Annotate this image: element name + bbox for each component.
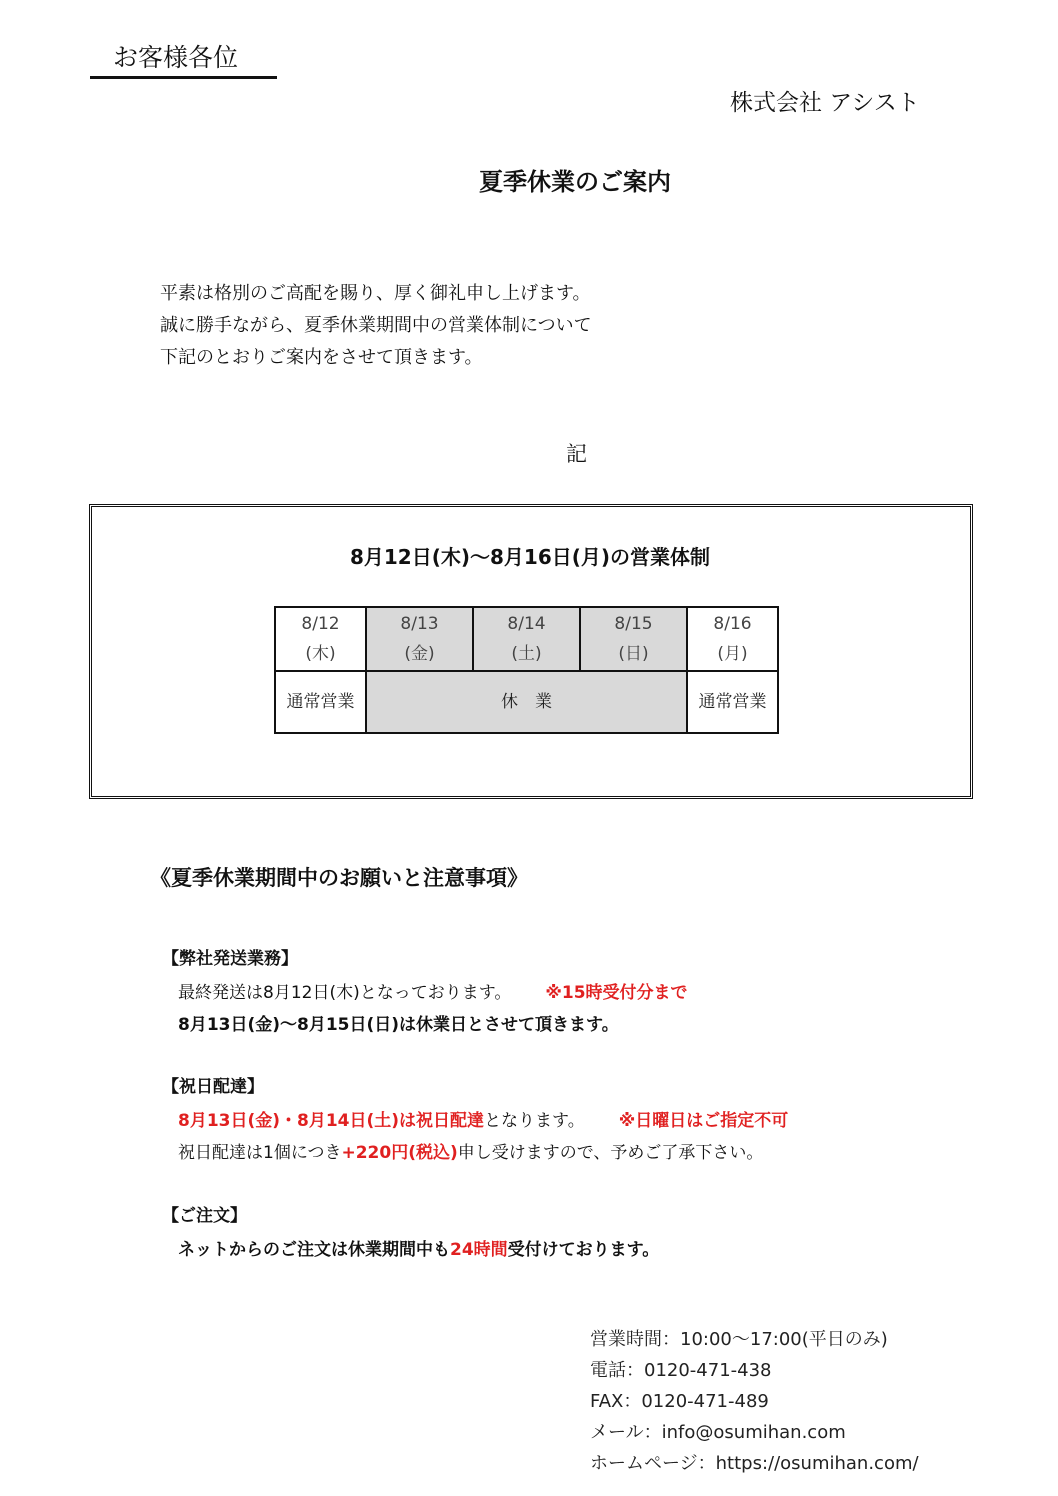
- holiday-line-1: [178, 1106, 788, 1131]
- day-weekday: (土): [511, 644, 542, 664]
- shipping-heading: 【弊社発送業務】: [162, 949, 298, 969]
- shipping-line-1: [178, 978, 688, 1003]
- day-date: 8/16: [713, 614, 752, 634]
- order-heading: 【ご注文】: [162, 1206, 247, 1226]
- fax-number: FAX：0120-471-489: [590, 1391, 769, 1412]
- day-weekday: (木): [305, 644, 336, 664]
- shipping-line-2: 8月13日(金)〜8月15日(日)は休業日とさせて頂きます。: [178, 1015, 619, 1035]
- ki-marker: 記: [566, 442, 587, 466]
- shipping-cutoff-note: ※15時受付分まで: [545, 983, 688, 1003]
- day-cell-8-13: [366, 607, 473, 671]
- page-title: 夏季休業のご案内: [479, 168, 671, 196]
- day-cell-8-15: [580, 607, 687, 671]
- day-cell-8-14: [473, 607, 580, 671]
- shipping-last-date: 最終発送は8月12日(木)となっております。: [178, 983, 512, 1003]
- email-address: メール：info@osumihan.com: [590, 1422, 846, 1443]
- holiday-heading: 【祝日配達】: [162, 1077, 264, 1097]
- holiday-dates: 8月13日(金)・8月14日(土)は祝日配達: [178, 1111, 485, 1131]
- day-cell-8-12: [275, 607, 366, 671]
- day-date: 8/12: [301, 614, 340, 634]
- schedule-title: 8月12日(木)〜8月16日(月)の営業体制: [349, 545, 711, 569]
- order-line: [178, 1235, 659, 1260]
- greeting-line-1: 平素は格別のご高配を賜り、厚く御礼申し上げます。: [160, 283, 591, 304]
- holiday-fee: +220円(税込): [341, 1143, 458, 1163]
- greeting-line-3: 下記のとおりご案内をさせて頂きます。: [160, 347, 483, 368]
- day-weekday: (金): [404, 644, 435, 664]
- day-date: 8/13: [400, 614, 439, 634]
- company-name: 株式会社 アシスト: [730, 90, 920, 116]
- day-date: 8/15: [614, 614, 653, 634]
- greeting-line-2: 誠に勝手ながら、夏季休業期間中の営業体制について: [160, 315, 592, 336]
- day-date: 8/14: [507, 614, 546, 634]
- order-text-b: 受付けております。: [507, 1240, 660, 1260]
- order-hours: 24時間: [450, 1240, 508, 1260]
- holiday-fee-suffix: 申し受けますので、予めご了承下さい。: [457, 1143, 764, 1163]
- notes-heading: 《夏季休業期間中のお願いと注意事項》: [150, 866, 528, 890]
- holiday-fee-prefix: 祝日配達は1個につき: [178, 1143, 342, 1163]
- addressee: お客様各位: [113, 43, 239, 72]
- holiday-line-2: [178, 1138, 763, 1163]
- greeting-paragraph: [160, 278, 592, 374]
- day-weekday: (日): [618, 644, 649, 664]
- business-hours: 営業時間：10:00〜17:00(平日のみ): [590, 1329, 888, 1350]
- holiday-text: となります。: [484, 1111, 585, 1131]
- holiday-sunday-note: ※日曜日はご指定不可: [618, 1111, 789, 1131]
- day-weekday: (月): [717, 644, 748, 664]
- status-closed: 休 業: [366, 671, 687, 733]
- schedule-table: [274, 606, 779, 734]
- status-open-first: 通常営業: [275, 671, 366, 733]
- addressee-underline: [90, 76, 277, 79]
- contact-footer: [590, 1324, 919, 1479]
- homepage-url: ホームページ：https://osumihan.com/: [590, 1453, 919, 1474]
- phone-number: 電話：0120-471-438: [590, 1360, 772, 1381]
- order-text-a: ネットからのご注文は休業期間中も: [178, 1240, 450, 1260]
- status-open-last: 通常営業: [687, 671, 778, 733]
- day-cell-8-16: [687, 607, 778, 671]
